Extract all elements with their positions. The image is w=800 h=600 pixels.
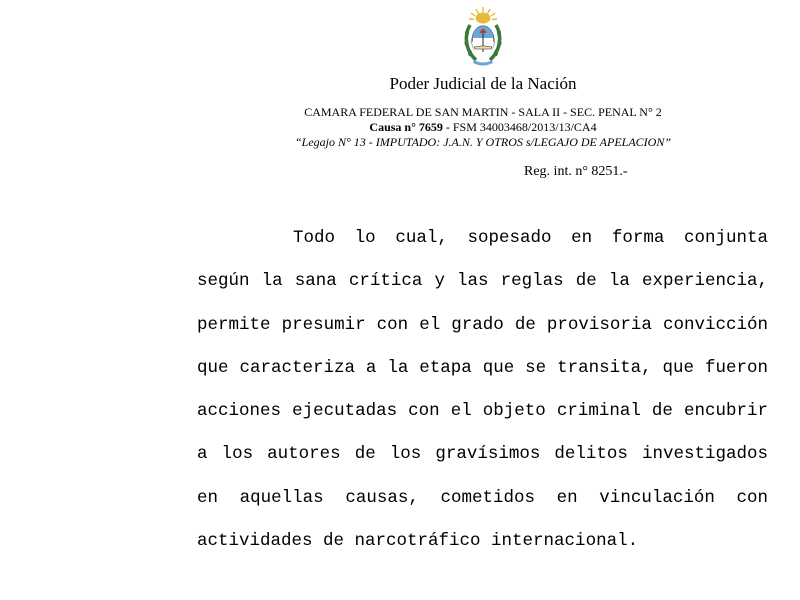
case-file-code: - FSM 34003468/2013/13/CA4 <box>442 120 597 134</box>
internal-registry-number: Reg. int. n° 8251.- <box>524 164 628 179</box>
case-number-label: Causa n° 7659 <box>369 120 443 134</box>
court-title: Poder Judicial de la Nación <box>389 74 577 93</box>
case-number-line <box>0 120 800 134</box>
argentina-coat-of-arms-icon <box>462 5 504 67</box>
body-paragraph: Todo lo cual, sopesado en forma conjunta según la sana crítica y las reglas de la experiencia, permite presumir con el grado de provisoria convicción que caracteriza a la etapa que se transita, que fueron acciones ejecutadas con el objeto criminal de encubrir a los autores de los gravísimos delitos investigados en aquellas causas, cometidos en vinculación con actividades de narcotráfico internacional. <box>197 228 768 552</box>
case-title-line: “Legajo N° 13 - IMPUTADO: J.A.N. Y OTROS s/LEGAJO DE APELACION” <box>294 135 672 149</box>
chamber-line: CAMARA FEDERAL DE SAN MARTIN - SALA II - SEC. PENAL N° 2 <box>304 105 662 119</box>
